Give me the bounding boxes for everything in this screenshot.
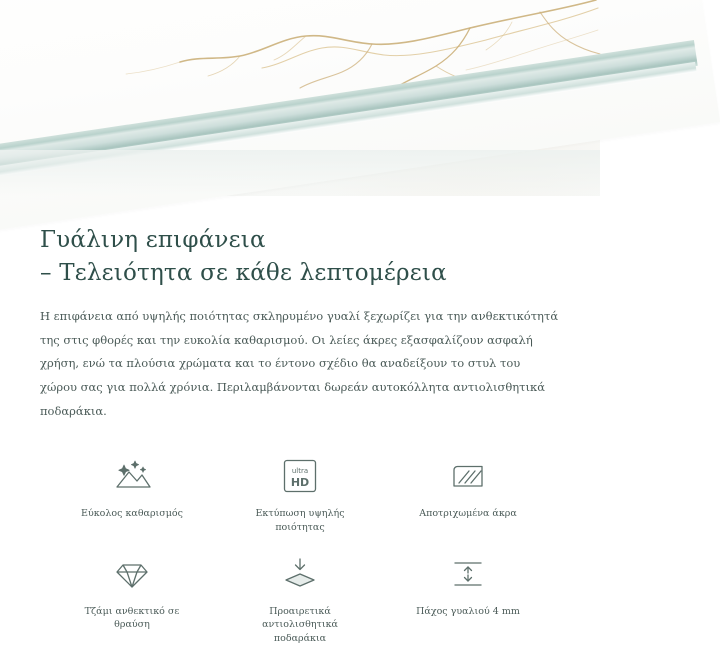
feature-label: Εύκολος καθαρισμός [81, 508, 183, 520]
feature-item [48, 551, 216, 646]
feature-item [384, 551, 552, 646]
feature-item [384, 453, 552, 535]
description-paragraph: Η επιφάνεια από υψηλής ποιότητας σκληρυμένο γυαλί ξεχωρίζει για την ανθεκτικότητά της στις φθορές και την ευκολία καθαρισμού. Οι λείες άκρες εξασφαλίζουν ασφαλή χρήση, ενώ τα πλούσια χρώματα και το έντονο σχέδιο θα αναδείξουν το στυλ του χώρου σας για πολλά χρόνια. Περιλαμβάνονται δωρεάν αυτοκόλλητα αντιολισθητικά ποδαράκια. [40, 309, 559, 418]
svg-text:ultra: ultra [291, 467, 309, 476]
slab-drop-shadow [0, 150, 600, 196]
content-block [0, 224, 600, 646]
headline-line-1: Γυάλινη επιφάνεια [40, 227, 266, 253]
sparkle-cloth-icon [109, 453, 155, 499]
page-title [40, 224, 560, 289]
feature-item [216, 453, 384, 535]
polished-edges-icon [445, 453, 491, 499]
svg-text:HD: HD [290, 476, 310, 490]
anti-slip-pad-icon [277, 551, 323, 597]
feature-item [48, 453, 216, 535]
ultra-hd-icon [277, 453, 323, 499]
headline-line-2: – Τελειότητα σε κάθε λεπτομέρεια [40, 259, 447, 286]
hero-image [0, 0, 600, 196]
feature-label: Τζάμι ανθεκτικό σε θραύση [84, 605, 180, 631]
feature-item [216, 551, 384, 646]
thickness-arrows-icon [445, 551, 491, 597]
feature-grid [40, 453, 560, 646]
diamond-icon [109, 551, 155, 597]
feature-label: Πάχος γυαλιού 4 mm [416, 605, 520, 617]
feature-label: Προαιρετικά αντιολισθητικά ποδαράκια [262, 605, 338, 645]
feature-label: Αποτριχωμένα άκρα [419, 508, 517, 520]
feature-label: Εκτύπωση υψηλής ποιότητας [255, 508, 345, 533]
